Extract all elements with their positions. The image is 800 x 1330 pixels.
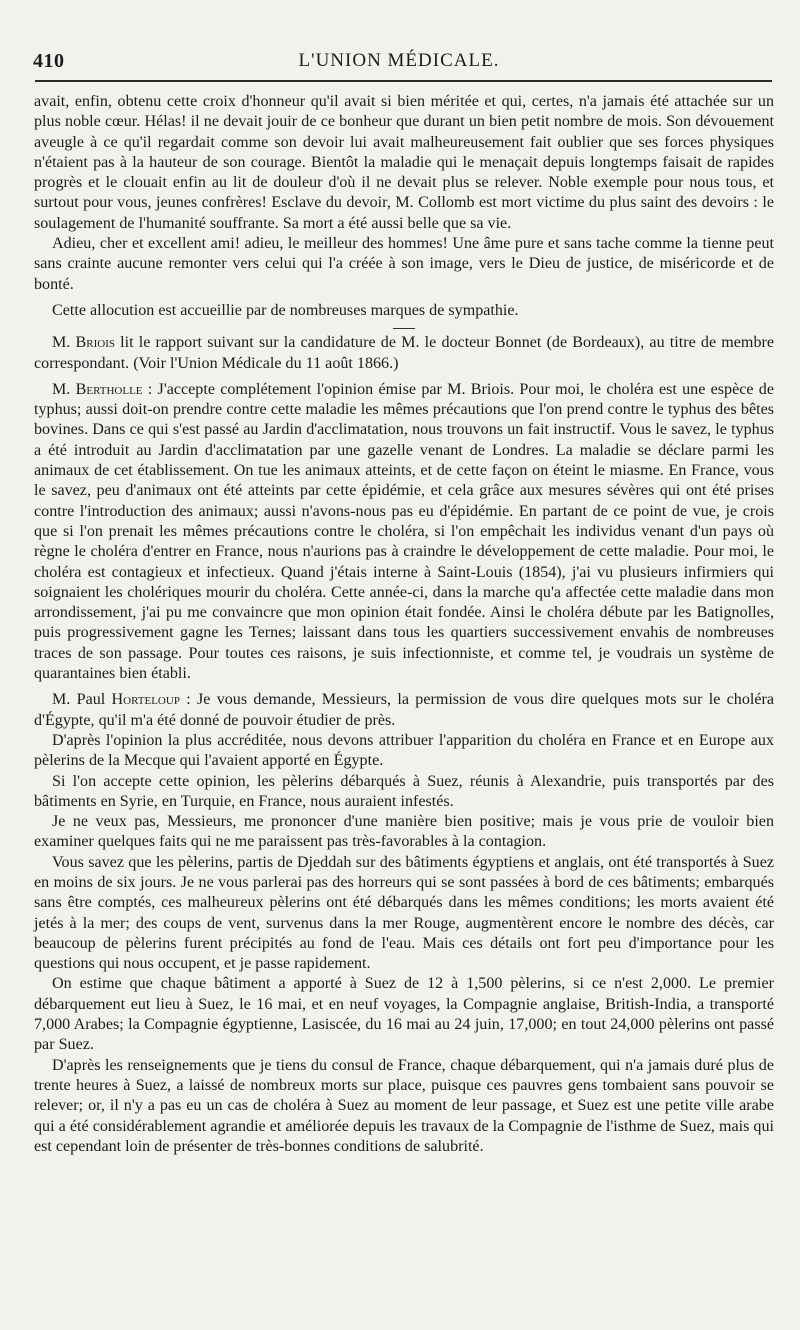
- speaker-name: Bertholle: [75, 380, 143, 398]
- paragraph: Vous savez que les pèlerins, partis de Djeddah sur des bâtiments égyptiens et anglais, ont été transportés à Suez en moins de six jours. Je ne vous parlerai pas des horreurs qui se sont passées à bord de ces bâtiments; embarqués sans être comptés, ces malheureux pèlerins ont été débarqués dans les mêmes conditions; les morts avaient été jetés à la mer; des coups de vent, survenus dans la mer Rouge, augmentèrent encore le nombre des décès, car beaucoup de pèlerins furent précipités au fond de l'eau. Mais ces détails ont fort peu d'importance pour les questions qui nous occupent, et je passe rapidement.: [34, 853, 774, 973]
- paragraph: avait, enfin, obtenu cette croix d'honneur qu'il avait si bien méritée et qui, certes, n'a jamais été attachée sur un plus noble cœur. Hélas! il ne devait jouir de ce bonheur que durant un bien petit nombre de mois. Son dévouement aveugle à ce qu'il regardait comme son devoir lui avait malheureusement fait oublier que ses forces physiques n'étaient pas à la hauteur de son courage. Bientôt la maladie qui le menaçait depuis longtemps faisait de rapides progrès et le clouait enfin au lit de douleur d'où il ne devait plus se relever. Noble exemple pour nous tous, et surtout pour vous, jeunes confrères! Esclave du devoir, M. Collomb est mort victime du plus saint des devoirs : le soulagement de l'humanité souffrante. Sa mort a été aussi belle que sa vie.: [34, 93, 774, 232]
- paragraph: Je ne veux pas, Messieurs, me prononcer d'une manière bien positive; mais je vous prie de vouloir bien examiner quelques faits qui ne me paraissent pas très-favorables à la contagion.: [34, 813, 774, 851]
- paragraph: Cette allocution est accueillie par de nombreuses marques de sympathie.: [52, 301, 519, 319]
- paragraph: M. Paul Horteloup : Je vous demande, Messieurs, la permission de vous dire quelques mots sur le choléra d'Égypte, qu'il m'a été donné de pouvoir étudier de près.: [34, 691, 774, 729]
- section-separator: [393, 328, 415, 329]
- page-number: 410: [33, 50, 65, 72]
- paragraph: M. Bertholle : J'accepte complétement l'opinion émise par M. Briois. Pour moi, le choléra est une espèce de typhus; aussi doit-on prendre contre cette maladie les mêmes précautions que l'on prend contre le typhus des bêtes bovines. Dans ce qui s'est passé au Jardin d'acclimatation, nous trouvons un fait instructif. Vous le savez, le typhus a été introduit au Jardin d'acclimatation par une gazelle venant de Londres. La maladie se déclare parmi les animaux de cet établissement. On tue les animaux atteints, et de cette façon on éteint le miasme. En France, vous le savez, peu d'animaux ont été atteints par cette épidémie, et cela grâce aux mesures sévères qui ont été prises contre l'introduction des animaux; aussi n'avons-nous pas eu d'épidémie. En partant de ce point de vue, je crois que si l'on prenait les mêmes précautions contre le choléra, si l'on empêchait les individus venant d'un pays où règne le choléra d'entrer en France, nous n'aurions pas à craindre le développement de cette maladie. Pour moi, le choléra est contagieux et infectieux. Quand j'étais interne à Saint-Louis (1854), j'ai vu plusieurs infirmiers qui soignaient les cholériques mourir du choléra. Cette année-ci, dans la marche qu'a affectée cette maladie dans mon arrondissement, j'ai pu me convaincre que mon opinion était fondée. Ainsi le choléra débute par les Batignolles, puis progressivement gagne les Ternes; laissant dans tous les quartiers successivement envahis de nombreuses traces de son passage. Pour toutes ces raisons, je suis infectionniste, et comme tel, je voudrais un système de quarantaines bien établi.: [34, 380, 775, 683]
- body-text: [34, 92, 774, 1157]
- page-header: [33, 50, 765, 80]
- paragraph: D'après l'opinion la plus accréditée, nous devons attribuer l'apparition du choléra en France et en Europe aux pèlerins de la Mecque qui l'avaient apporté en Égypte.: [34, 731, 774, 770]
- running-title: L'UNION MÉDICALE.: [298, 50, 500, 71]
- header-rule: [35, 80, 772, 82]
- speaker-name: Horteloup: [111, 691, 180, 709]
- paragraph: Si l'on accepte cette opinion, les pèlerins débarqués à Suez, réunis à Alexandrie, puis transportés par des bâtiments en Syrie, en Turquie, en France, nous auraient infestés.: [34, 772, 774, 810]
- paragraph: Adieu, cher et excellent ami! adieu, le meilleur des hommes! Une âme pure et sans tache comme la tienne peut sans crainte aucune remonter vers celui qui l'a créée à son image, vers le Dieu de justice, de miséricorde et de bonté.: [34, 235, 774, 293]
- speaker-name: Briois: [75, 334, 115, 352]
- paragraph: M. Briois lit le rapport suivant sur la candidature de M. le docteur Bonnet (de Bordeaux), au titre de membre correspondant. (Voir l'Union Médicale du 11 août 1866.): [34, 334, 774, 372]
- paragraph: On estime que chaque bâtiment a apporté à Suez de 12 à 1,500 pèlerins, si ce n'est 2,000. Le premier débarquement eut lieu à Suez, le 16 mai, et en neuf voyages, la Compagnie anglaise, British-India, a transporté 7,000 Arabes; la Compagnie égyptienne, Lasiscée, du 16 mai au 24 juin, 17,000; en tout 24,000 pèlerins ont passé par Suez.: [34, 975, 774, 1054]
- paragraph: D'après les renseignements que je tiens du consul de France, chaque débarquement, qui n'a jamais duré plus de trente heures à Suez, a laissé de nombreux morts sur place, puisque ces pauvres gens tombaient sans pouvoir se relever; or, il n'y a pas eu un cas de choléra à Suez au moment de leur passage, et Suez est une petite ville arabe qui a été considérablement agrandie et améliorée depuis les travaux de la Compagnie de l'isthme de Suez, mais qui est cependant loin de présenter de très-bonnes conditions de salubrité.: [34, 1056, 774, 1155]
